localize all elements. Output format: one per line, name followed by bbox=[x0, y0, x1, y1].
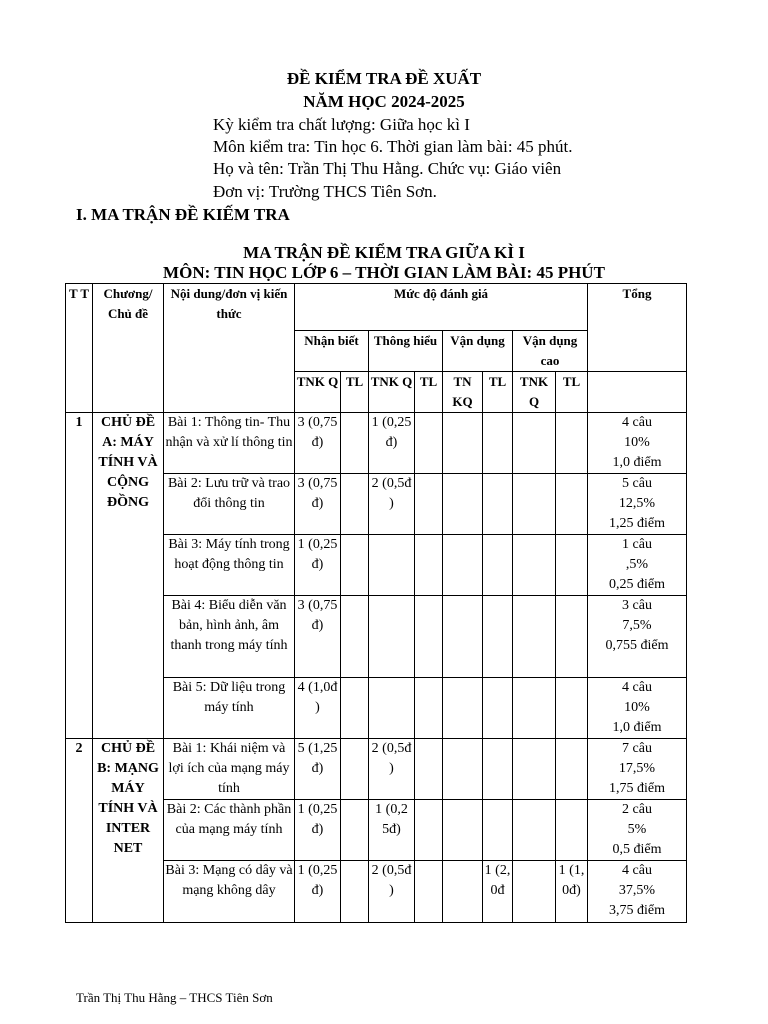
header-tl-3: TL bbox=[483, 372, 513, 413]
total-cell bbox=[588, 678, 687, 739]
total-questions: 5 câu bbox=[622, 476, 652, 491]
nb-tnkq-cell: 4 (1,0đ ) bbox=[295, 678, 341, 739]
total-percent: ,5% bbox=[625, 557, 649, 572]
total-percent: 10% bbox=[624, 700, 650, 715]
header-tnkq-2: TNK Q bbox=[369, 372, 415, 413]
total-cell bbox=[588, 861, 687, 923]
vdc-tnkq-cell bbox=[513, 596, 556, 678]
vdc-tnkq-cell bbox=[513, 678, 556, 739]
vdc-tl-cell bbox=[556, 474, 588, 535]
header-thonghieu: Thông hiểu bbox=[369, 331, 443, 372]
vd-tnkq-cell bbox=[443, 800, 483, 861]
vdc-tnkq-cell bbox=[513, 861, 556, 923]
total-questions: 4 câu bbox=[622, 863, 652, 878]
exam-matrix-table bbox=[65, 283, 687, 923]
th-tl-cell bbox=[415, 474, 443, 535]
group-number: 2 bbox=[66, 739, 93, 923]
vd-tnkq-cell bbox=[443, 413, 483, 474]
nb-tnkq-cell: 1 (0,25 đ) bbox=[295, 800, 341, 861]
header-mucdo: Mức độ đánh giá bbox=[295, 284, 588, 331]
total-cell bbox=[588, 413, 687, 474]
vd-tnkq-cell bbox=[443, 861, 483, 923]
vd-tl-cell bbox=[483, 800, 513, 861]
vdc-tl-cell bbox=[556, 596, 588, 678]
total-cell bbox=[588, 535, 687, 596]
header-row-1 bbox=[66, 284, 687, 331]
nb-tl-cell bbox=[341, 739, 369, 800]
nb-tnkq-cell: 3 (0,75 đ) bbox=[295, 413, 341, 474]
table-row bbox=[66, 413, 687, 474]
vdc-tnkq-cell bbox=[513, 739, 556, 800]
nb-tl-cell bbox=[341, 596, 369, 678]
exam-subject: Môn kiểm tra: Tin học 6. Thời gian làm bài: 45 phút. bbox=[213, 137, 573, 156]
group-topic: CHỦ ĐỀ A: MÁY TÍNH VÀ CỘNG ĐỒNG bbox=[93, 413, 164, 739]
nb-tnkq-cell: 1 (0,25 đ) bbox=[295, 535, 341, 596]
vd-tnkq-cell bbox=[443, 535, 483, 596]
nb-tnkq-cell: 3 (0,75 đ) bbox=[295, 596, 341, 678]
th-tnkq-cell bbox=[369, 678, 415, 739]
nb-tl-cell bbox=[341, 413, 369, 474]
total-points: 1,0 điểm bbox=[612, 720, 662, 735]
header-vandungcao: Vận dụng cao bbox=[513, 331, 588, 372]
header-chuong: Chương/ Chủ đề bbox=[93, 284, 164, 413]
group-number: 1 bbox=[66, 413, 93, 739]
teacher-name: Họ và tên: Trần Thị Thu Hằng. Chức vụ: Giáo viên bbox=[213, 159, 562, 178]
header-tnkq-4: TNK Q bbox=[513, 372, 556, 413]
vdc-tl-cell: 1 (1, 0đ) bbox=[556, 861, 588, 923]
th-tnkq-cell bbox=[369, 535, 415, 596]
content-cell: Bài 2: Các thành phần của mạng máy tính bbox=[164, 800, 295, 861]
vdc-tnkq-cell bbox=[513, 474, 556, 535]
total-percent: 17,5% bbox=[618, 761, 656, 776]
total-questions: 4 câu bbox=[622, 680, 652, 695]
group-topic: CHỦ ĐỀ B: MẠNG MÁY TÍNH VÀ INTER NET bbox=[93, 739, 164, 923]
th-tnkq-cell: 2 (0,5đ ) bbox=[369, 861, 415, 923]
vd-tnkq-cell bbox=[443, 596, 483, 678]
header-tnkq-3: TN KQ bbox=[443, 372, 483, 413]
vdc-tnkq-cell bbox=[513, 413, 556, 474]
section-title: I. MA TRẬN ĐỀ KIẾM TRA bbox=[76, 205, 290, 224]
total-percent: 12,5% bbox=[618, 496, 656, 511]
nb-tnkq-cell: 1 (0,25 đ) bbox=[295, 861, 341, 923]
total-points: 1,75 điểm bbox=[609, 781, 665, 796]
total-questions: 4 câu bbox=[622, 415, 652, 430]
total-cell bbox=[588, 596, 687, 678]
th-tl-cell bbox=[415, 596, 443, 678]
vdc-tnkq-cell bbox=[513, 800, 556, 861]
header-tt: T T bbox=[66, 284, 93, 413]
nb-tl-cell bbox=[341, 535, 369, 596]
th-tl-cell bbox=[415, 413, 443, 474]
vd-tl-cell bbox=[483, 535, 513, 596]
th-tnkq-cell: 2 (0,5đ ) bbox=[369, 739, 415, 800]
th-tl-cell bbox=[415, 739, 443, 800]
th-tnkq-cell bbox=[369, 596, 415, 678]
content-cell: Bài 2: Lưu trữ và trao đổi thông tin bbox=[164, 474, 295, 535]
matrix-subtitle: MÔN: TIN HỌC LỚP 6 – THỜI GIAN LÀM BÀI: 45 PHÚT bbox=[163, 263, 605, 282]
nb-tl-cell bbox=[341, 678, 369, 739]
content-cell: Bài 5: Dữ liệu trong máy tính bbox=[164, 678, 295, 739]
content-cell: Bài 4: Biểu diễn văn bản, hình ảnh, âm thanh trong máy tính bbox=[164, 596, 295, 678]
vdc-tl-cell bbox=[556, 678, 588, 739]
header-noidung: Nội dung/đơn vị kiến thức bbox=[164, 284, 295, 413]
th-tl-cell bbox=[415, 800, 443, 861]
exam-type: Kỳ kiểm tra chất lượng: Giữa học kì I bbox=[213, 115, 470, 134]
total-questions: 2 câu bbox=[622, 802, 652, 817]
total-points: 0,25 điểm bbox=[609, 577, 665, 592]
total-cell bbox=[588, 474, 687, 535]
vd-tl-cell: 1 (2, 0đ bbox=[483, 861, 513, 923]
total-percent: 7,5% bbox=[622, 618, 652, 633]
header-tl-2: TL bbox=[415, 372, 443, 413]
header-vandung: Vận dụng bbox=[443, 331, 513, 372]
school-year: NĂM HỌC 2024-2025 bbox=[303, 92, 465, 111]
total-cell bbox=[588, 739, 687, 800]
nb-tl-cell bbox=[341, 800, 369, 861]
th-tl-cell bbox=[415, 861, 443, 923]
doc-title: ĐỀ KIỂM TRA ĐỀ XUẤT bbox=[286, 69, 482, 88]
total-questions: 3 câu bbox=[622, 598, 652, 613]
total-percent: 10% bbox=[624, 435, 650, 450]
th-tnkq-cell: 1 (0,25 đ) bbox=[369, 413, 415, 474]
th-tnkq-cell: 2 (0,5đ ) bbox=[369, 474, 415, 535]
nb-tnkq-cell: 5 (1,25 đ) bbox=[295, 739, 341, 800]
vd-tl-cell bbox=[483, 739, 513, 800]
nb-tl-cell bbox=[341, 861, 369, 923]
total-points: 1,25 điểm bbox=[609, 516, 665, 531]
page-footer: Trần Thị Thu Hằng – THCS Tiên Sơn bbox=[76, 990, 273, 1005]
header-tnkq-1: TNK Q bbox=[295, 372, 341, 413]
total-points: 0,5 điểm bbox=[612, 842, 662, 857]
total-points: 3,75 điểm bbox=[609, 903, 665, 918]
school-unit: Đơn vị: Trường THCS Tiên Sơn. bbox=[213, 182, 437, 201]
th-tl-cell bbox=[415, 535, 443, 596]
vdc-tl-cell bbox=[556, 739, 588, 800]
total-percent: 37,5% bbox=[618, 883, 656, 898]
content-cell: Bài 3: Máy tính trong hoạt động thông tin bbox=[164, 535, 295, 596]
header-tl-4: TL bbox=[556, 372, 588, 413]
th-tnkq-cell: 1 (0,2 5đ) bbox=[369, 800, 415, 861]
header-tl-1: TL bbox=[341, 372, 369, 413]
vd-tl-cell bbox=[483, 596, 513, 678]
vd-tl-cell bbox=[483, 413, 513, 474]
matrix-title: MA TRẬN ĐỀ KIỂM TRA GIỮA KÌ I bbox=[243, 243, 525, 262]
header-nhanbiet: Nhận biết bbox=[295, 331, 369, 372]
total-questions: 1 câu bbox=[622, 537, 652, 552]
th-tl-cell bbox=[415, 678, 443, 739]
table-row bbox=[66, 739, 687, 800]
vdc-tl-cell bbox=[556, 535, 588, 596]
nb-tnkq-cell: 3 (0,75 đ) bbox=[295, 474, 341, 535]
content-cell: Bài 1: Thông tin- Thu nhận và xử lí thông tin bbox=[164, 413, 295, 474]
content-cell: Bài 1: Khái niệm và lợi ích của mạng máy tính bbox=[164, 739, 295, 800]
total-cell bbox=[588, 800, 687, 861]
vd-tnkq-cell bbox=[443, 678, 483, 739]
vdc-tl-cell bbox=[556, 413, 588, 474]
header-tong: Tổng bbox=[588, 284, 687, 372]
vd-tl-cell bbox=[483, 678, 513, 739]
nb-tl-cell bbox=[341, 474, 369, 535]
total-percent: 5% bbox=[627, 822, 647, 837]
content-cell: Bài 3: Mạng có dây và mạng không dây bbox=[164, 861, 295, 923]
vd-tnkq-cell bbox=[443, 474, 483, 535]
vd-tnkq-cell bbox=[443, 739, 483, 800]
total-points: 0,755 điểm bbox=[605, 638, 669, 653]
total-points: 1,0 điểm bbox=[612, 455, 662, 470]
vdc-tnkq-cell bbox=[513, 535, 556, 596]
vdc-tl-cell bbox=[556, 800, 588, 861]
total-questions: 7 câu bbox=[622, 741, 652, 756]
header-tong-empty bbox=[588, 372, 687, 413]
vd-tl-cell bbox=[483, 474, 513, 535]
